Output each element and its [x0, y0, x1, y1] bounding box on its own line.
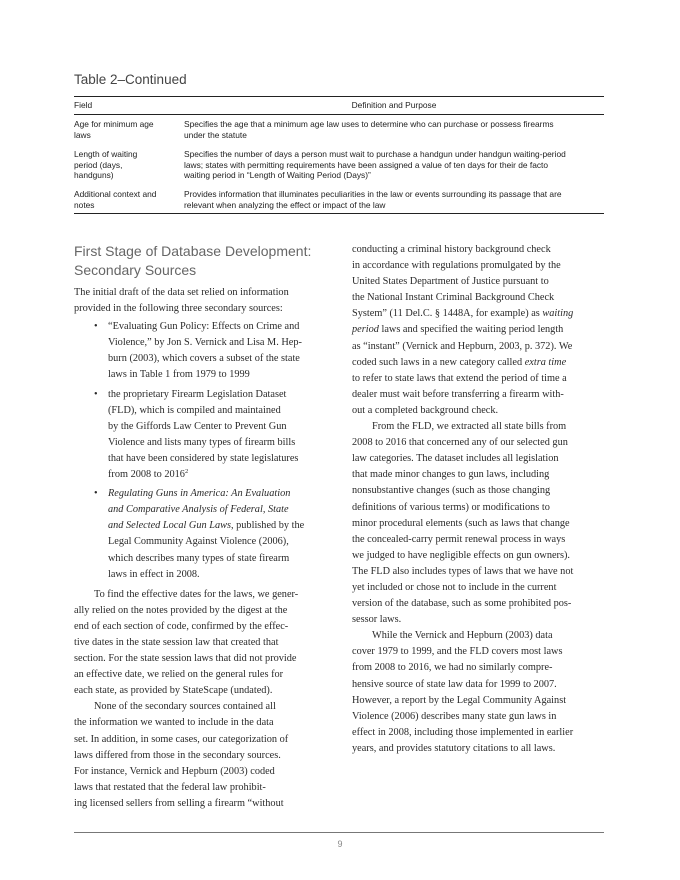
italic-title: and Comparative Analysis of Federal, State	[108, 504, 289, 516]
text-line	[352, 355, 604, 371]
text-line: laws differed from those in the secondary sources.	[74, 749, 281, 761]
text-line	[352, 322, 604, 338]
text-line: to refer to state laws that extend the period of time a	[352, 372, 567, 384]
field-cell	[74, 186, 184, 213]
table-row	[74, 146, 604, 186]
cell-line: period (days,	[74, 159, 123, 170]
table-row	[74, 186, 604, 213]
text-line: laws that restated that the federal law prohibit-	[74, 781, 266, 793]
text-line: Violence (2006) describes many state gun laws in	[352, 710, 557, 722]
text-line: version of the database, such as some prohibited pos-	[352, 598, 572, 610]
text-line: ing licensed sellers from selling a firearm “without	[74, 797, 284, 809]
text-line: in accordance with regulations promulgated by the	[352, 260, 561, 272]
definition-cell	[184, 186, 604, 213]
cell-line: relevant when analyzing the effect or impact of the law	[184, 199, 386, 210]
text-line: tive dates in the state session law that created that	[74, 636, 279, 648]
footer-divider	[74, 832, 604, 833]
text-line: set. In addition, in some cases, our categorization of	[74, 733, 289, 745]
text-line: from 2008 to 2016, we had no similarly compre-	[352, 662, 553, 674]
paragraph-fld	[352, 419, 604, 628]
list-item	[74, 319, 328, 383]
text-line: years, and provides statutory citations to all laws.	[352, 742, 556, 754]
text-line: definitions of various terms) or modifications to	[352, 501, 550, 513]
text-line: laws in Table 1 from 1979 to 1999	[108, 369, 250, 381]
footnote-marker: 2	[184, 468, 189, 476]
italic-term: extra time	[524, 356, 567, 368]
text-line: cover 1979 to 1999, and the FLD covers most laws	[352, 646, 563, 658]
italic-title: Regulating Guns in America: An Evaluation	[108, 488, 291, 500]
text-line: 2008 to 2016 that concerned any of our selected gun	[352, 437, 568, 449]
definition-cell	[184, 115, 604, 146]
text-line: minor procedural elements (such as laws that change	[352, 517, 570, 529]
cell-line: laws	[74, 129, 91, 140]
text-line: section. For the state session laws that did not provide	[74, 653, 297, 665]
text-line: nonsubstantive changes (such as those changing	[352, 485, 551, 497]
paragraph-effective-dates	[74, 587, 328, 700]
text-line: provided in the following three secondary sources:	[74, 303, 283, 315]
text-line	[352, 306, 604, 322]
italic-term: waiting	[542, 308, 574, 320]
heading-line: First Stage of Database Development:	[74, 243, 312, 259]
text-line: The FLD also includes types of laws that we have not	[352, 565, 574, 577]
field-cell	[74, 146, 184, 186]
text-line: that made minor changes to gun laws, including	[352, 469, 550, 481]
list-item	[74, 387, 328, 484]
cell-line: notes	[74, 199, 95, 210]
text-span: laws and specified the waiting period length	[378, 324, 564, 336]
text-line: dealer must wait before transferring a firearm with-	[352, 388, 564, 400]
cell-line: waiting period in “Length of Waiting Period (Days)”	[184, 170, 371, 181]
text-line: laws in effect in 2008.	[108, 568, 200, 580]
cell-line: Age for minimum age	[74, 119, 154, 130]
text-line: out a completed background check.	[352, 404, 499, 416]
paragraph-coverage	[352, 628, 604, 757]
text-line: sessor laws.	[352, 614, 402, 626]
text-line: the National Instant Criminal Background Check	[352, 292, 555, 304]
cell-line: Specifies the number of days a person must wait to purchase a handgun under handgun waiting-period	[184, 149, 566, 160]
text-span: coded such laws in a new category called	[352, 356, 525, 368]
text-line: To find the effective dates for the laws, we gener-	[94, 588, 299, 600]
paragraph-continued	[352, 242, 604, 419]
cell-line: under the statute	[184, 129, 247, 140]
text-line: Legal Community Against Violence (2006),	[108, 536, 289, 548]
cell-line: Specifies the age that a minimum age law uses to determine who can purchase or possess firearms	[184, 119, 554, 130]
intro-paragraph	[74, 285, 328, 317]
text-line: From the FLD, we extracted all state bills from	[372, 421, 567, 433]
text-span: , published by the	[230, 520, 305, 532]
text-line	[108, 518, 328, 534]
text-line	[108, 467, 328, 483]
definition-cell	[184, 146, 604, 186]
text-line	[108, 486, 328, 502]
text-line: United States Department of Justice pursuant to	[352, 276, 549, 288]
text-line: yet included or chose not to include in the current	[352, 581, 557, 593]
cell-line: Additional context and	[74, 189, 157, 200]
text-line: that have been considered by state legislatures	[108, 452, 299, 464]
list-item	[74, 486, 328, 583]
italic-title: and Selected Local Gun Laws	[108, 520, 231, 532]
cell-line: Provides information that illuminates peculiarities in the law or events surrounding its passage that are	[184, 189, 562, 200]
header-definition: Definition and Purpose	[184, 97, 604, 115]
text-line: • “Evaluating Gun Policy: Effects on Crime and	[108, 321, 300, 333]
text-line: However, a report by the Legal Community Against	[352, 694, 567, 706]
text-line: each state, as provided by StateScape (undated).	[74, 685, 273, 697]
source-list	[74, 319, 328, 583]
table-row	[74, 115, 604, 146]
paragraph-categorization	[74, 699, 328, 812]
page-number: 9	[337, 839, 343, 849]
text-line: For instance, Vernick and Hepburn (2003) coded	[74, 765, 275, 777]
text-line: effect in 2008, including those implemented in earlier	[352, 726, 574, 738]
text-line: ally relied on the notes provided by the digest at the	[74, 604, 288, 616]
italic-term: period	[352, 324, 379, 336]
text-line: • the proprietary Firearm Legislation Dataset	[108, 388, 287, 400]
table-header-row	[74, 97, 604, 115]
cell-line: Length of waiting	[74, 149, 138, 160]
text-line: end of each section of code, confirmed by the effec-	[74, 620, 289, 632]
text-line: None of the secondary sources contained all	[94, 701, 276, 713]
heading-line: Secondary Sources	[74, 262, 197, 278]
text-span: from 2008 to 2016	[108, 469, 185, 481]
text-line: the concealed-carry permit renewal process in ways	[352, 533, 566, 545]
section-heading	[74, 242, 328, 280]
text-line: conducting a criminal history background check	[352, 244, 551, 255]
text-line: which describes many types of state firearm	[108, 552, 290, 564]
text-line: an effective date, we relied on the general rules for	[74, 669, 284, 681]
right-column	[352, 242, 604, 757]
text-line: (FLD), which is compiled and maintained	[108, 404, 281, 416]
text-line: as “instant” (Vernick and Hepburn, 2003, p. 372). We	[352, 340, 573, 352]
text-line	[108, 502, 328, 518]
field-cell	[74, 115, 184, 146]
text-line: The initial draft of the data set relied on information	[74, 287, 289, 298]
header-field: Field	[74, 97, 184, 115]
cell-line: handguns)	[74, 170, 114, 181]
text-line: burn (2003), which covers a subset of the state	[108, 353, 300, 365]
definitions-table	[74, 96, 604, 214]
text-span: System” (11 Del.C. § 1448A, for example) as	[352, 308, 543, 320]
text-line: by the Giffords Law Center to Prevent Gun	[108, 420, 287, 432]
text-line: the information we wanted to include in the data	[74, 717, 274, 729]
text-line: While the Vernick and Hepburn (2003) data	[372, 630, 553, 642]
text-line: law categories. The dataset includes all legislation	[352, 453, 559, 465]
table-title: Table 2–Continued	[74, 72, 187, 87]
text-line: we judged to have negligible effects on gun owners).	[352, 549, 570, 561]
text-line: hensive source of state law data for 1999 to 2007.	[352, 678, 557, 690]
left-column	[74, 242, 328, 812]
text-line: Violence and lists many types of firearm bills	[108, 436, 296, 448]
cell-line: laws; states with permitting requirements have been assigned a value of ten days for their de facto	[184, 159, 549, 170]
text-line: Violence,” by Jon S. Vernick and Lisa M. Hep-	[108, 337, 302, 349]
